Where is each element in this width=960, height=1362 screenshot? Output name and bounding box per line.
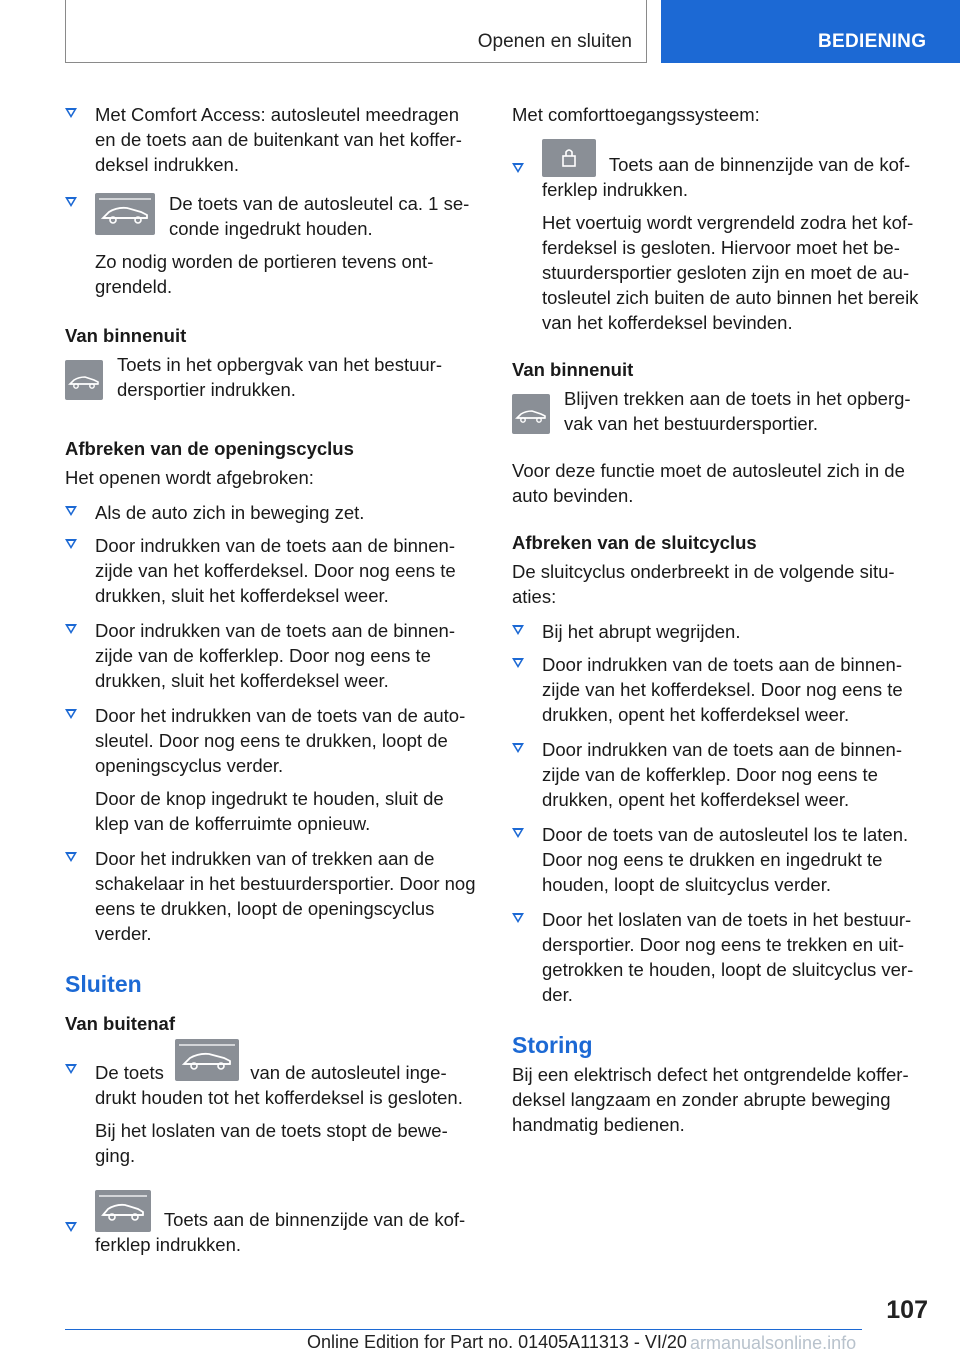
list-item — [65, 102, 477, 177]
triangle-bullet-icon — [65, 1064, 77, 1074]
triangle-bullet-icon — [512, 163, 524, 173]
triangle-bullet-icon — [65, 852, 77, 862]
paragraph-text: Voor deze functie moet de autosleutel zich in de auto bevinden. — [512, 460, 905, 506]
list-item-subtext: Door de knop ingedrukt te houden, sluit de klep van de kofferruimte opnieuw. — [95, 788, 444, 834]
triangle-bullet-icon — [512, 743, 524, 753]
paragraph-text: Blijven trekken aan de toets in het opbergvak van het bestuurdersportier. — [564, 388, 911, 434]
car-trunk-icon — [65, 360, 103, 400]
subheading-afbreken-openingscyclus: Afbreken van de openingscyclus — [65, 438, 354, 459]
lock-icon — [542, 139, 596, 177]
list-item-text: van de autosleutel ingedrukt houden tot het kofferdeksel is gesloten. — [95, 1062, 463, 1108]
list-item — [512, 822, 927, 897]
subheading-van-binnenuit: Van binnenuit — [65, 325, 187, 346]
list-item — [65, 846, 477, 946]
list-item-text: Door indrukken van de toets aan de binnenzijde van de kofferklep. Door nog eens te drukken, sluit het kofferdeksel weer. — [95, 620, 455, 691]
list-item-text: De toets van de autosleutel ca. 1 seconde ingedrukt houden. — [169, 193, 470, 239]
chapter-tab — [661, 0, 960, 63]
car-trunk-icon — [512, 394, 550, 434]
list-item-text: Door indrukken van de toets aan de binnenzijde van het kofferdeksel. Door nog eens te drukken, opent het kofferdeksel weer. — [542, 654, 903, 725]
triangle-bullet-icon — [65, 709, 77, 719]
list-item-text: De toets — [95, 1062, 164, 1083]
list-item — [65, 703, 477, 836]
triangle-bullet-icon — [512, 913, 524, 923]
list-item-text: Toets aan de binnenzijde van de kofferklep indrukken. — [95, 1209, 466, 1255]
icon-paragraph — [512, 386, 927, 438]
list-item-subtext: Bij het loslaten van de toets stopt de beweging. — [95, 1120, 448, 1166]
car-trunk-icon — [175, 1039, 239, 1081]
list-item — [512, 652, 927, 727]
list-item-text: Als de auto zich in beweging zet. — [95, 502, 365, 523]
list-item-text: Door het indrukken van de toets van de autosleutel. Door nog eens te drukken, loopt de openingscyclus verder. — [95, 705, 466, 776]
section-heading-sluiten: Sluiten — [65, 971, 142, 997]
edition-info: Online Edition for Part no. 01405A11313 - VI/20 — [307, 1332, 687, 1352]
list-item-text: Door indrukken van de toets aan de binnenzijde van de kofferklep. Door nog eens te drukken, opent het kofferdeksel weer. — [542, 739, 902, 810]
list-item — [512, 907, 927, 1007]
list-item-text: Door indrukken van de toets aan de binnenzijde van het kofferdeksel. Door nog eens te drukken, sluit het kofferdeksel weer. — [95, 535, 456, 606]
list-item — [65, 191, 477, 299]
list-item-text: Toets aan de binnenzijde van de kofferklep indrukken. — [542, 154, 911, 200]
paragraph-text: Bij een elektrisch defect het ontgrendelde kofferdeksel langzaam en zonder abrupte beweging handmatig bedienen. — [512, 1064, 909, 1135]
left-column — [65, 102, 477, 1271]
list-item — [65, 500, 477, 525]
triangle-bullet-icon — [512, 625, 524, 635]
section-heading-storing: Storing — [512, 1032, 593, 1058]
list-item-text: Door de toets van de autosleutel los te laten. Door nog eens te drukken en ingedrukt te houden, loopt de sluitcyclus verder. — [542, 824, 909, 895]
triangle-bullet-icon — [65, 539, 77, 549]
list-item-text: Door het indrukken van of trekken aan de schakelaar in het bestuurdersportier. Door nog eens te drukken, loopt de openingscyclus verder. — [95, 848, 476, 944]
triangle-bullet-icon — [512, 828, 524, 838]
list-item-subtext: Het voertuig wordt vergrendeld zodra het kofferdeksel is gesloten. Hiervoor moet het bestuurdersportier gesloten zijn en moet de autosleutel zich buiten de auto binnen het bereik van het kofferdeksel bevinden. — [542, 212, 919, 333]
triangle-bullet-icon — [65, 108, 77, 118]
page-number: 107 — [886, 1296, 928, 1324]
subheading-afbreken-sluitcyclus: Afbreken van de sluitcyclus — [512, 532, 757, 553]
list-item — [65, 1050, 477, 1168]
paragraph-text: Het openen wordt afgebroken: — [65, 467, 314, 488]
triangle-bullet-icon — [65, 506, 77, 516]
paragraph-text: Toets in het opbergvak van het bestuurdersportier indrukken. — [117, 354, 442, 400]
watermark: armanualsonline.info — [690, 1333, 857, 1353]
list-item-text: Door het loslaten van de toets in het bestuurdersportier. Door nog eens te trekken en uitgetrokken te houden, loopt de sluitcyclus verder. — [542, 909, 914, 1005]
triangle-bullet-icon — [512, 658, 524, 668]
list-item — [512, 619, 927, 644]
car-trunk-icon — [95, 1190, 151, 1232]
list-item — [65, 533, 477, 608]
list-item-text: Met Comfort Access: autosleutel meedragen en de toets aan de buitenkant van het kofferdeksel indrukken. — [95, 104, 462, 175]
list-item — [512, 737, 927, 812]
header-frame — [65, 0, 647, 63]
list-item-subtext: Zo nodig worden de portieren tevens ontgrendeld. — [95, 251, 434, 297]
paragraph-text: Met comforttoegangssysteem: — [512, 104, 760, 125]
subheading-van-buitenaf: Van buitenaf — [65, 1013, 175, 1034]
car-trunk-icon — [95, 193, 155, 235]
list-item — [65, 618, 477, 693]
icon-paragraph — [65, 352, 477, 404]
triangle-bullet-icon — [65, 197, 77, 207]
triangle-bullet-icon — [65, 1222, 77, 1232]
right-column — [512, 102, 927, 1137]
subheading-van-binnenuit: Van binnenuit — [512, 359, 634, 380]
section-title: Openen en sluiten — [477, 31, 632, 52]
paragraph-text: De sluitcyclus onderbreekt in de volgende situaties: — [512, 561, 895, 607]
triangle-bullet-icon — [65, 624, 77, 634]
list-item — [512, 139, 927, 335]
list-item — [65, 1190, 477, 1257]
list-item-text: Bij het abrupt wegrijden. — [542, 621, 741, 642]
chapter-tab-label: BEDIENING — [818, 31, 927, 52]
